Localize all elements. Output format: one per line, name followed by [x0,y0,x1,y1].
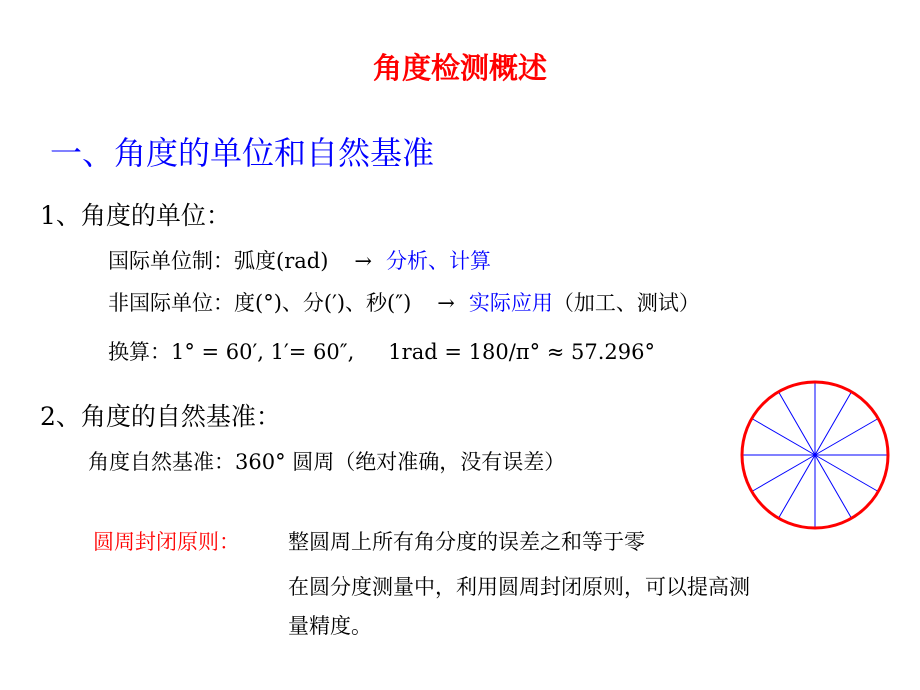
standard-text: 角度自然基准：360° 圆周（绝对准确，没有误差） [88,450,566,474]
circle-spoke [815,419,878,456]
standard-heading: 2、角度的自然基准： [40,402,281,431]
arrow-icon: → [354,249,372,273]
si-unit-use: 分析、计算 [386,249,491,273]
circle-spoke [815,455,878,492]
circle-spoke [752,455,815,492]
principle-line-3: 量精度。 [288,614,372,638]
principle-line-1: 整圆周上所有角分度的误差之和等于零 [288,530,645,554]
circle-spoke [779,455,816,518]
si-unit-label: 国际单位制：弧度(rad) [108,249,329,273]
section-heading: 一、角度的单位和自然基准 [50,134,435,172]
units-heading: 1、角度的单位： [40,201,231,230]
principle-label: 圆周封闭原则： [93,530,240,554]
circle-spoke [752,419,815,456]
circle-spoke [779,392,816,455]
conversion-degree: 换算：1° = 60′, 1′= 60″, [108,340,355,364]
circle-spoke [815,455,852,518]
non-si-unit-use: 实际应用 [468,291,553,315]
si-unit-line [108,245,491,275]
non-si-unit-note: （加工、测试） [552,291,700,315]
conversion-line [108,336,655,366]
principle-line-2: 在圆分度测量中，利用圆周封闭原则，可以提高测 [288,575,750,599]
non-si-unit-line [108,287,700,317]
non-si-unit-label: 非国际单位：度(°)、分(′)、秒(″) [108,291,412,315]
page-title: 角度检测概述 [372,51,547,85]
conversion-radian: 1rad = 180/π° ≈ 57.296° [388,340,655,364]
arrow-icon: → [437,291,455,315]
divided-circle-diagram [738,378,892,532]
circle-spoke [815,392,852,455]
